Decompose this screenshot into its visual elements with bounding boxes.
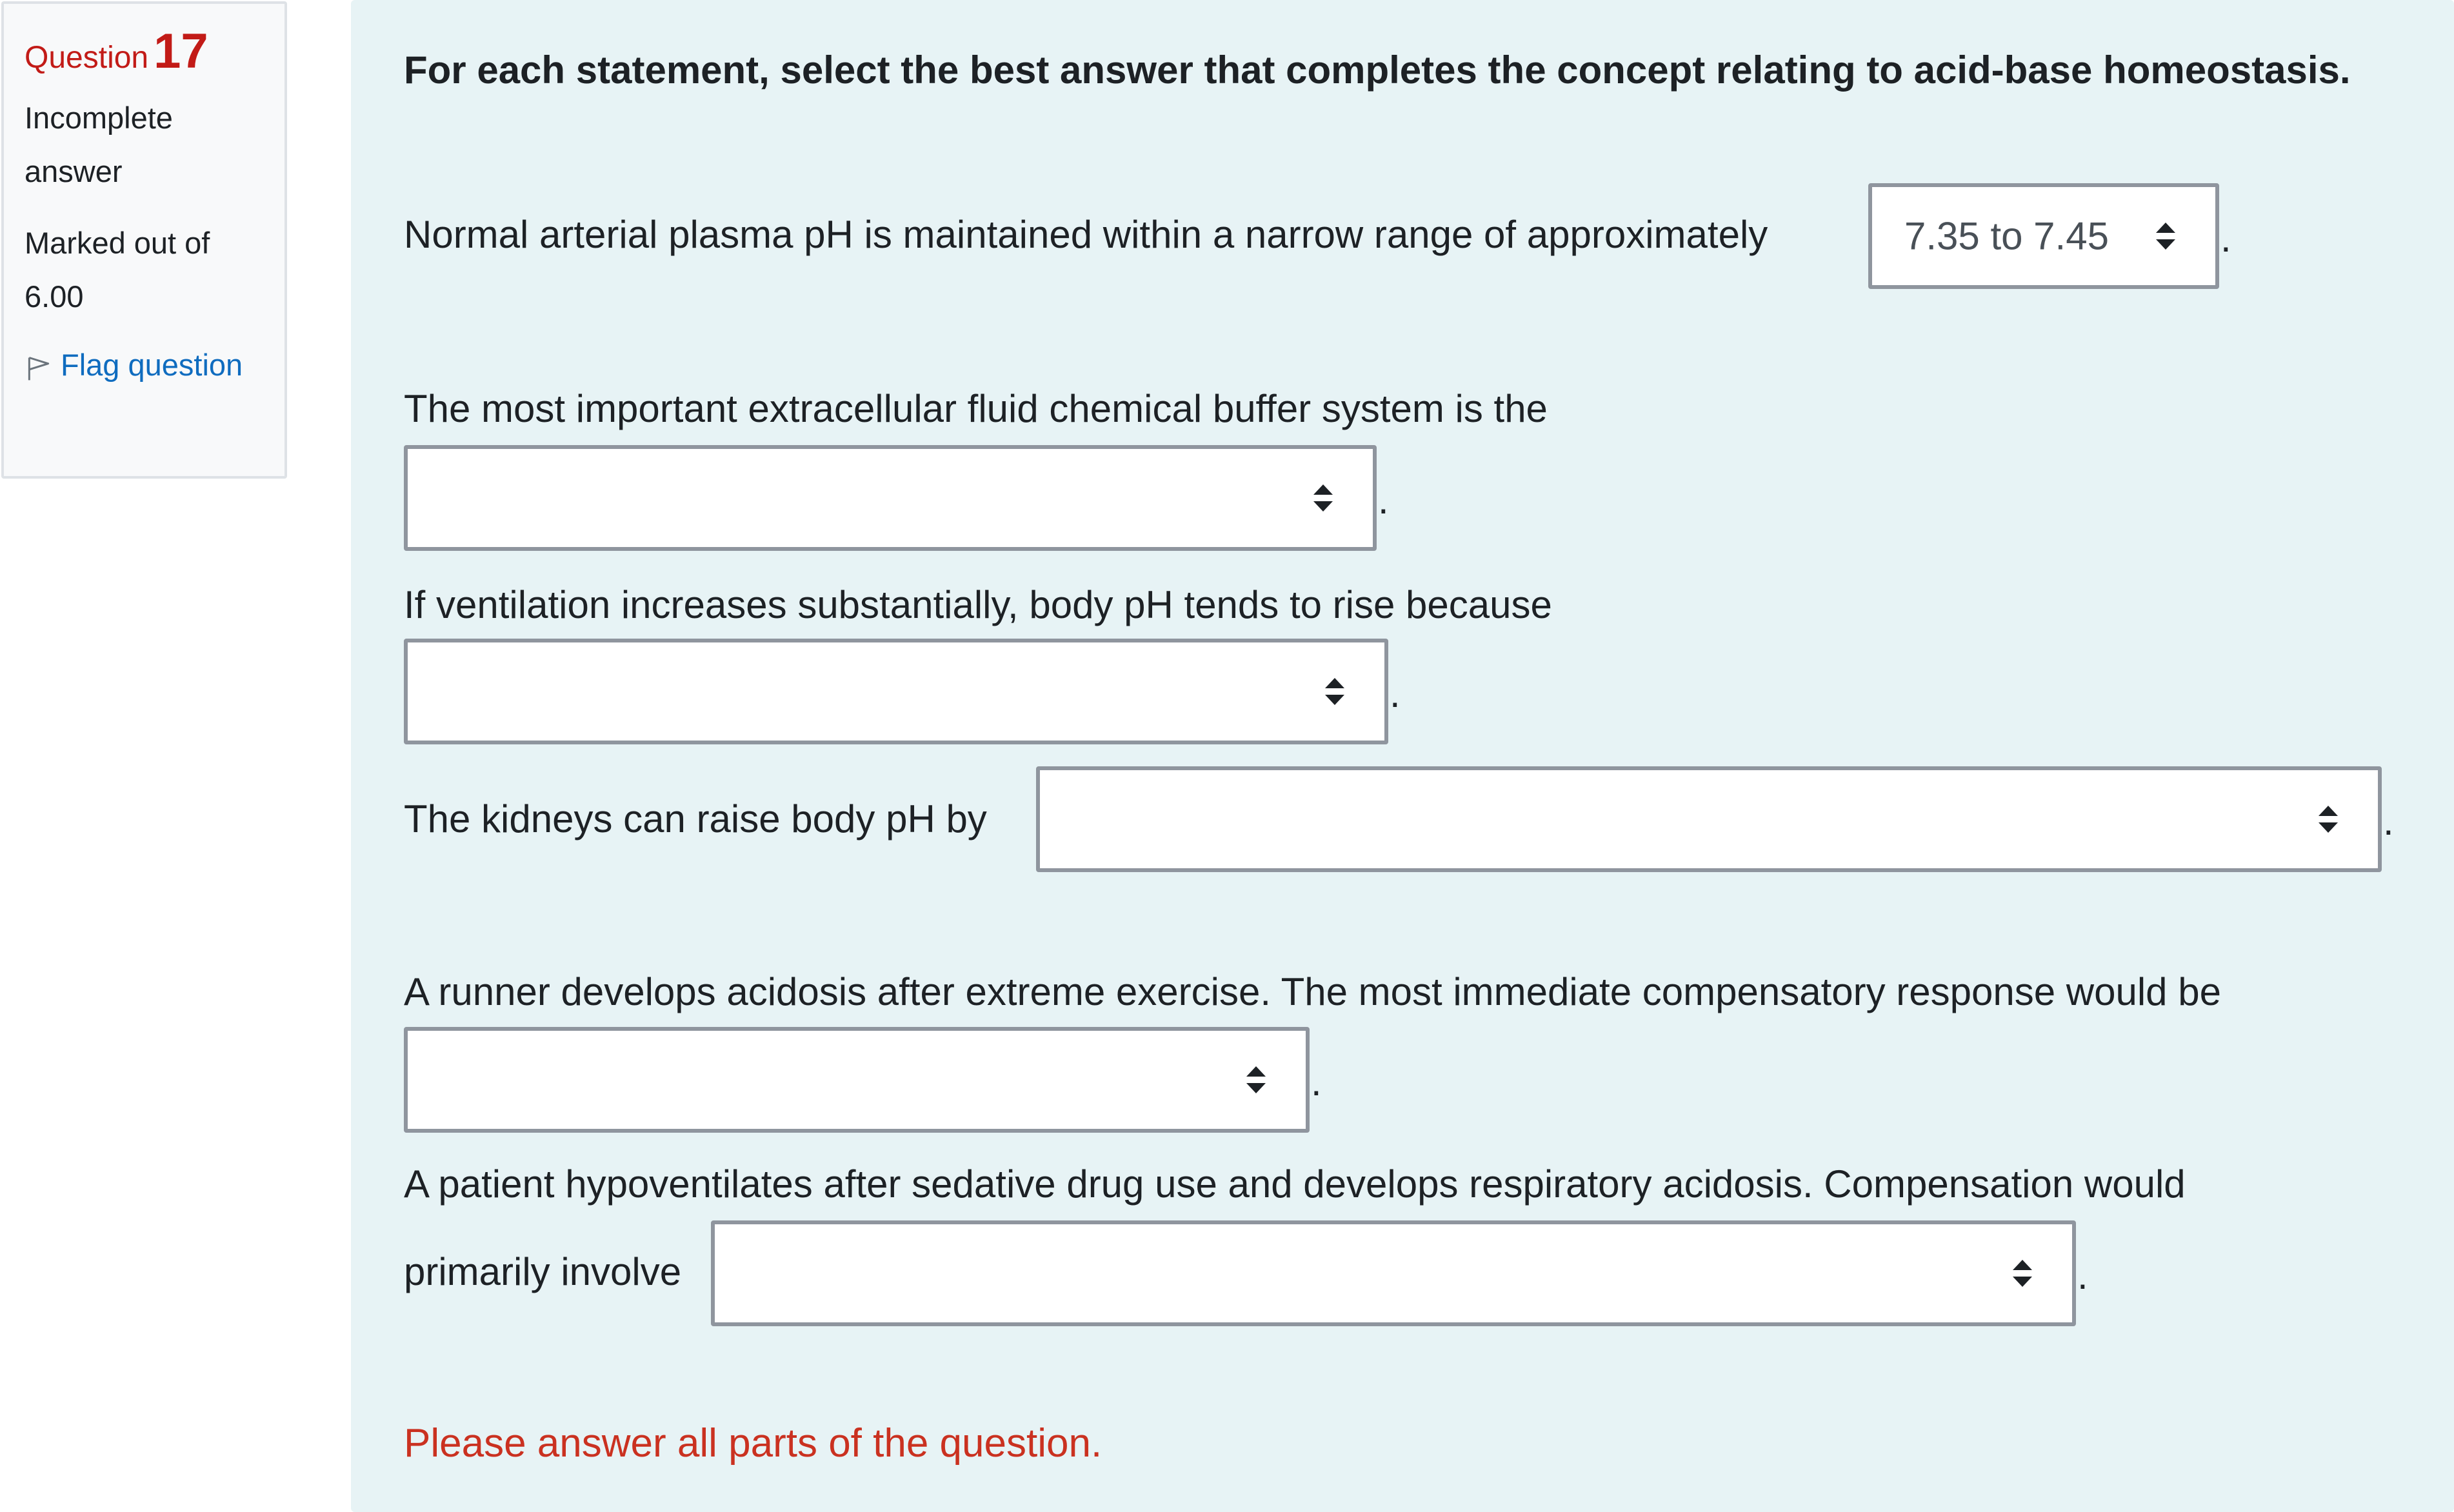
statement-6-select[interactable] (711, 1220, 2076, 1326)
question-state: Incomplete answer (25, 101, 173, 189)
statement-2-select[interactable] (404, 445, 1377, 551)
statement-3-text: If ventilation increases substantially, body pH tends to rise because (404, 583, 1552, 626)
statement-1-select[interactable] (1868, 183, 2219, 289)
statement-6-text-line2: primarily involve (404, 1250, 682, 1293)
sort-arrows-icon (2317, 803, 2339, 835)
flag-question-label: Flag question (61, 347, 243, 382)
statement-3-period: . (1390, 672, 1401, 715)
question-number: 17 (154, 24, 208, 79)
question-text: For each statement, select the best answer that completes the concept relating to acid-base homeostasis. (404, 48, 2351, 92)
statement-4-period: . (2383, 800, 2394, 843)
flag-question-link[interactable] (25, 346, 284, 383)
sort-arrows-icon (2155, 220, 2177, 252)
validation-error: Please answer all parts of the question. (404, 1421, 1102, 1466)
statement-3-select[interactable] (404, 639, 1388, 744)
sort-arrows-icon (1245, 1064, 1267, 1096)
statement-1-period: . (2220, 217, 2231, 260)
statement-4-text: The kidneys can raise body pH by (404, 797, 987, 841)
question-label: Question (25, 41, 149, 75)
statement-5-text: A runner develops acidosis after extreme exercise. The most immediate compensatory response would be (404, 970, 2221, 1013)
statement-2-text: The most important extracellular fluid chemical buffer system is the (404, 387, 1548, 430)
sort-arrows-icon (1324, 675, 1346, 708)
question-info-panel (1, 1, 287, 479)
question-content (351, 0, 2454, 1512)
statement-5-period: . (1311, 1060, 1322, 1104)
sort-arrows-icon (1312, 482, 1334, 514)
statement-6-text-line1: A patient hypoventilates after sedative drug use and develops respiratory acidosis. Compensation would (404, 1162, 2186, 1206)
statement-1-selected-value: 7.35 to 7.45 (1904, 214, 2109, 258)
question-number-heading (25, 22, 284, 81)
statement-6-period: . (2077, 1254, 2088, 1297)
flag-outline-icon (25, 354, 53, 383)
statement-4-select[interactable] (1036, 766, 2382, 872)
statement-2-period: . (1378, 479, 1389, 522)
sort-arrows-icon (2011, 1257, 2033, 1289)
statement-1-text: Normal arterial plasma pH is maintained within a narrow range of approximately (404, 213, 1768, 256)
question-grade: Marked out of 6.00 (25, 226, 210, 314)
statement-5-select[interactable] (404, 1027, 1310, 1133)
